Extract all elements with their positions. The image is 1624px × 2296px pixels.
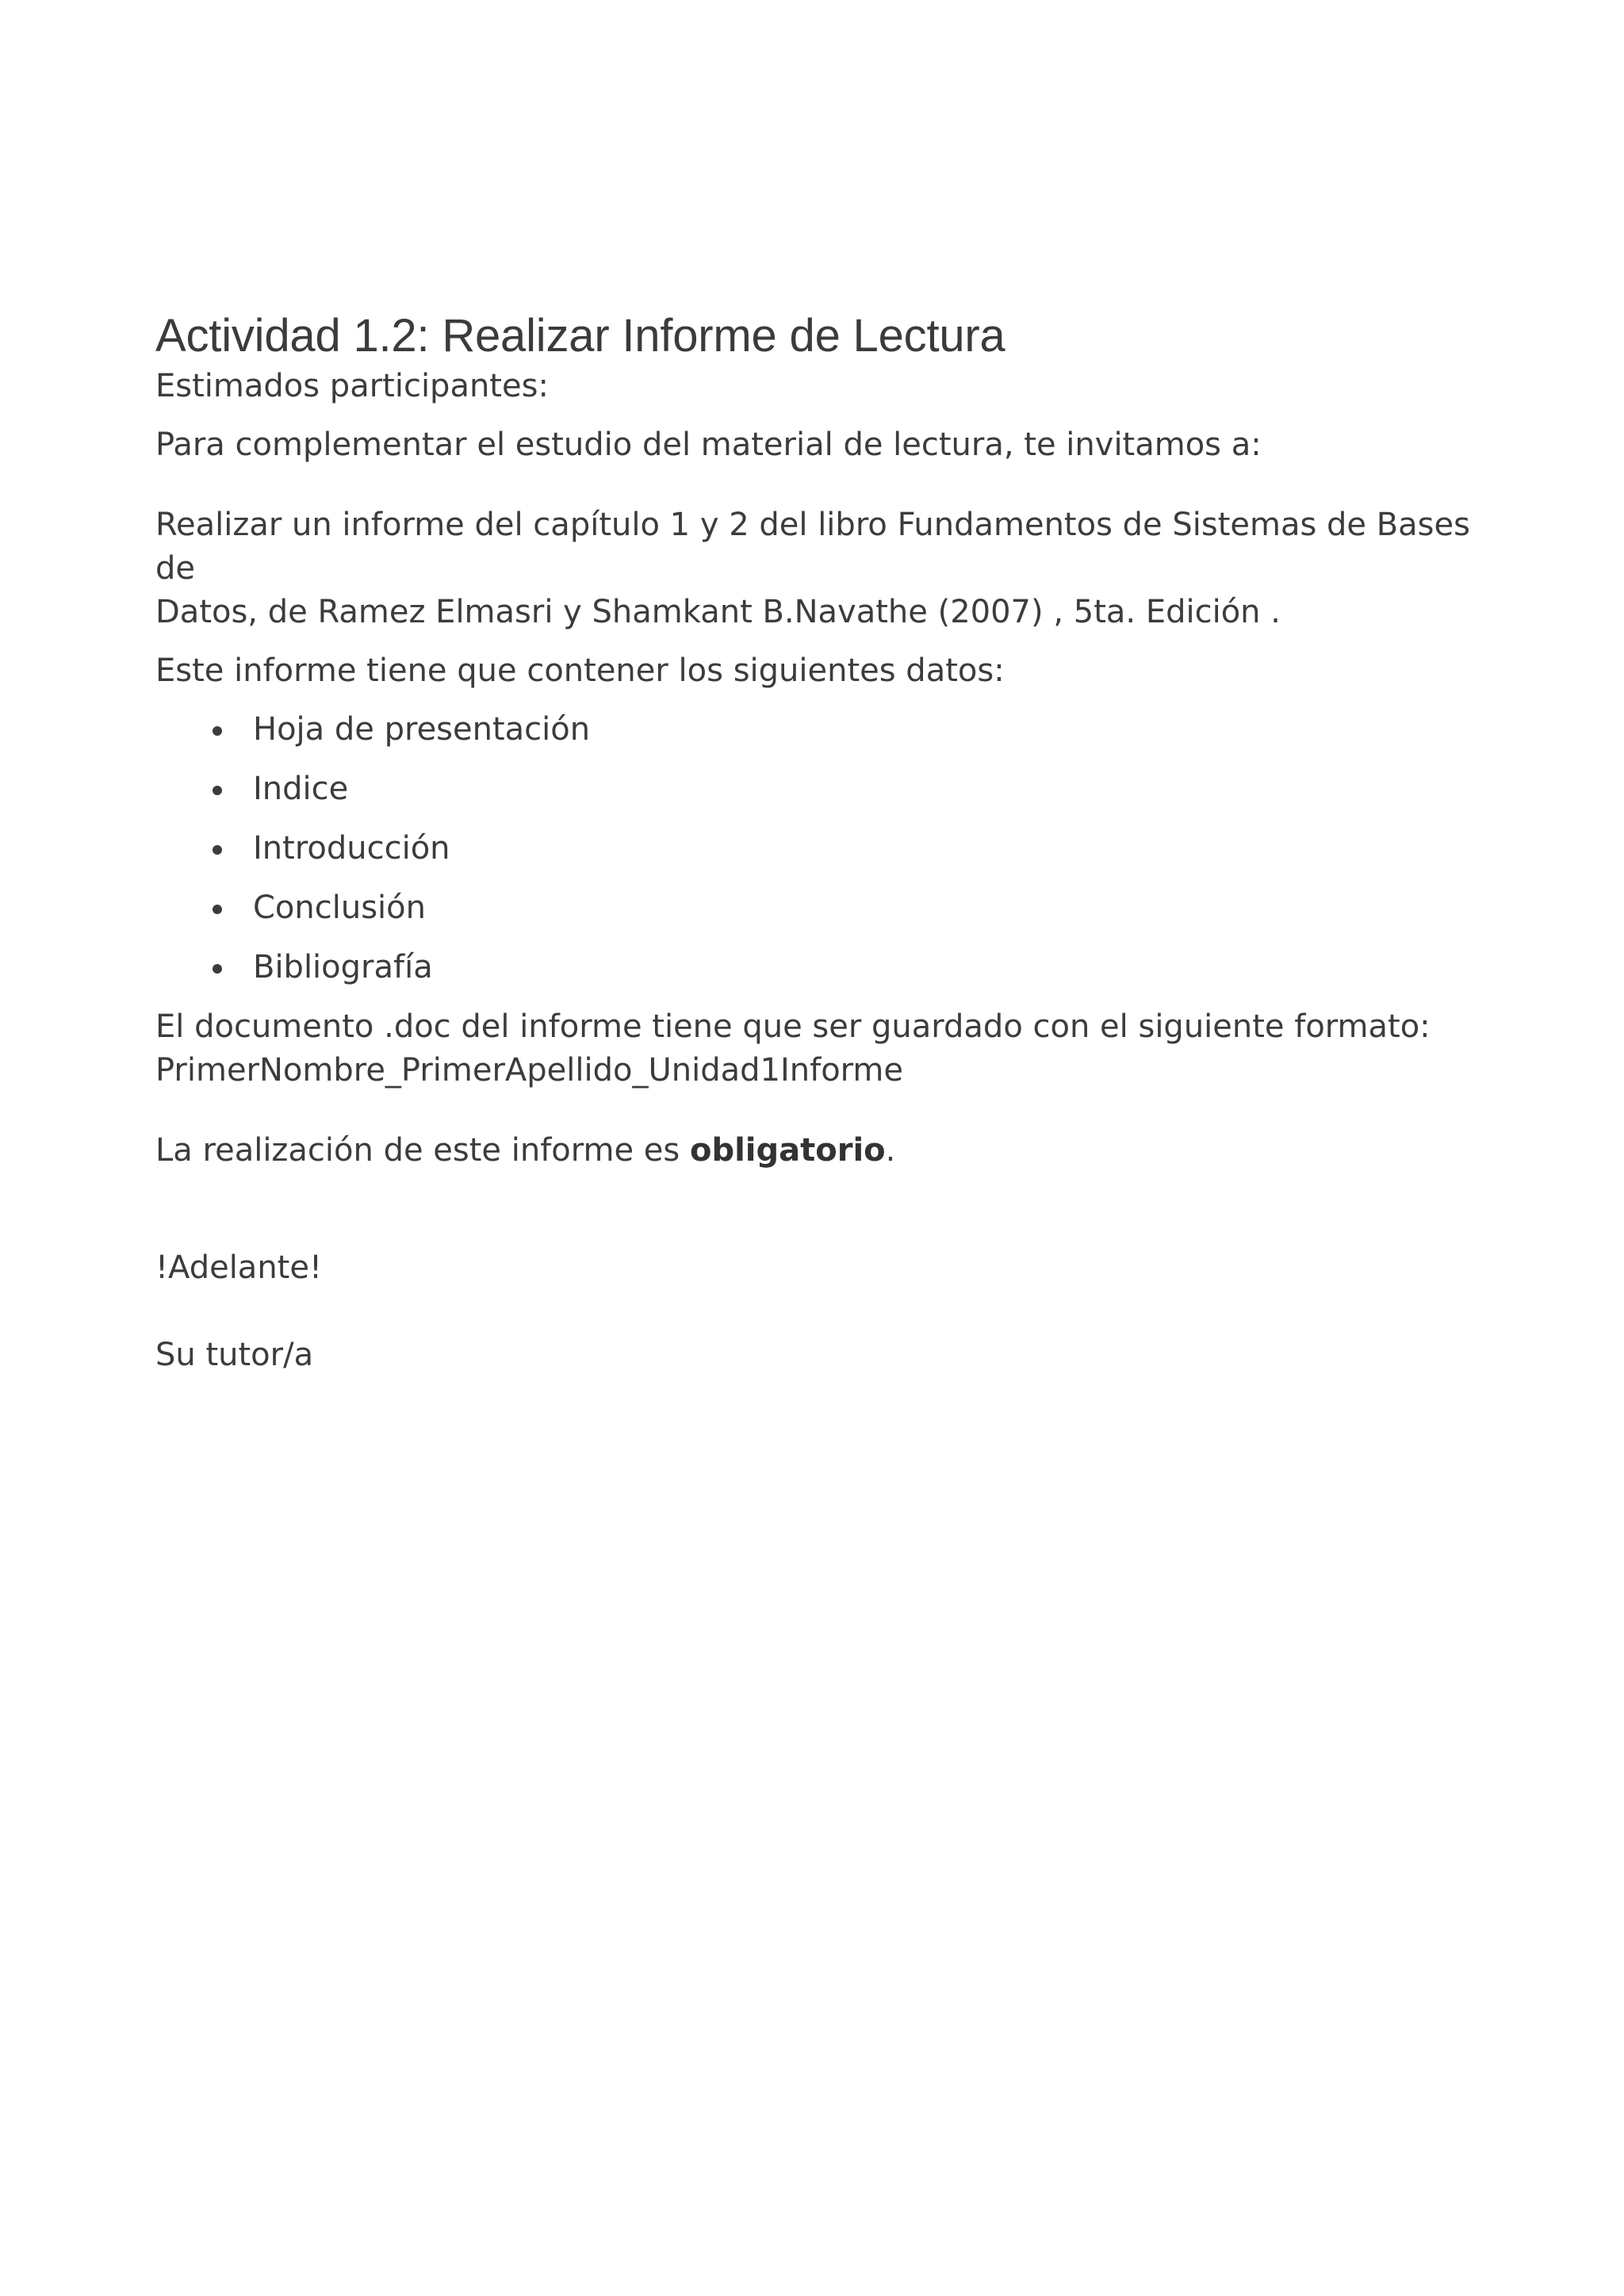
bullet-icon xyxy=(213,786,222,795)
list-item-label: Introducción xyxy=(253,830,450,867)
list-item-label: Hoja de presentación xyxy=(253,711,591,748)
format-line-1: El documento .doc del informe tiene que ser guardado con el siguiente formato: xyxy=(155,1008,1431,1045)
task-line-1: Realizar un informe del capítulo 1 y 2 del libro Fundamentos de Sistemas de Bases de xyxy=(155,507,1470,587)
encouragement-text: !Adelante! xyxy=(155,1249,322,1286)
mandatory-notice xyxy=(155,1129,1472,1173)
greeting-text: Estimados participantes: xyxy=(155,368,549,404)
list-item-label: Bibliografía xyxy=(253,949,433,985)
file-format-instructions xyxy=(155,1005,1472,1093)
bullet-icon xyxy=(213,905,222,914)
list-item xyxy=(155,767,1472,811)
bullet-icon xyxy=(213,964,222,974)
list-item xyxy=(155,827,1472,871)
mandatory-prefix: La realización de este informe es xyxy=(155,1132,690,1169)
activity-title: Actividad 1.2: Realizar Informe de Lectura xyxy=(155,310,1005,362)
format-line-2: PrimerNombre_PrimerApellido_Unidad1Informe xyxy=(155,1052,903,1089)
intro-text: Para complementar el estudio del material de lectura, te invitamos a: xyxy=(155,427,1262,463)
mandatory-suffix: . xyxy=(885,1132,896,1169)
required-sections-list xyxy=(155,708,1472,989)
list-item-label: Conclusión xyxy=(253,890,426,926)
contents-intro-text: Este informe tiene que contener los siguientes datos: xyxy=(155,652,1005,689)
bullet-icon xyxy=(213,726,222,736)
task-line-2: Datos, de Ramez Elmasri y Shamkant B.Navathe (2007) , 5ta. Edición . xyxy=(155,594,1281,630)
bullet-icon xyxy=(213,845,222,855)
mandatory-emphasis: obligatorio xyxy=(689,1132,886,1169)
list-item-label: Indice xyxy=(253,771,349,807)
list-item xyxy=(155,946,1472,989)
list-item xyxy=(155,708,1472,752)
list-item xyxy=(155,886,1472,930)
signoff-text: Su tutor/a xyxy=(155,1337,314,1373)
document-content xyxy=(155,308,1472,1377)
task-description xyxy=(155,503,1472,634)
